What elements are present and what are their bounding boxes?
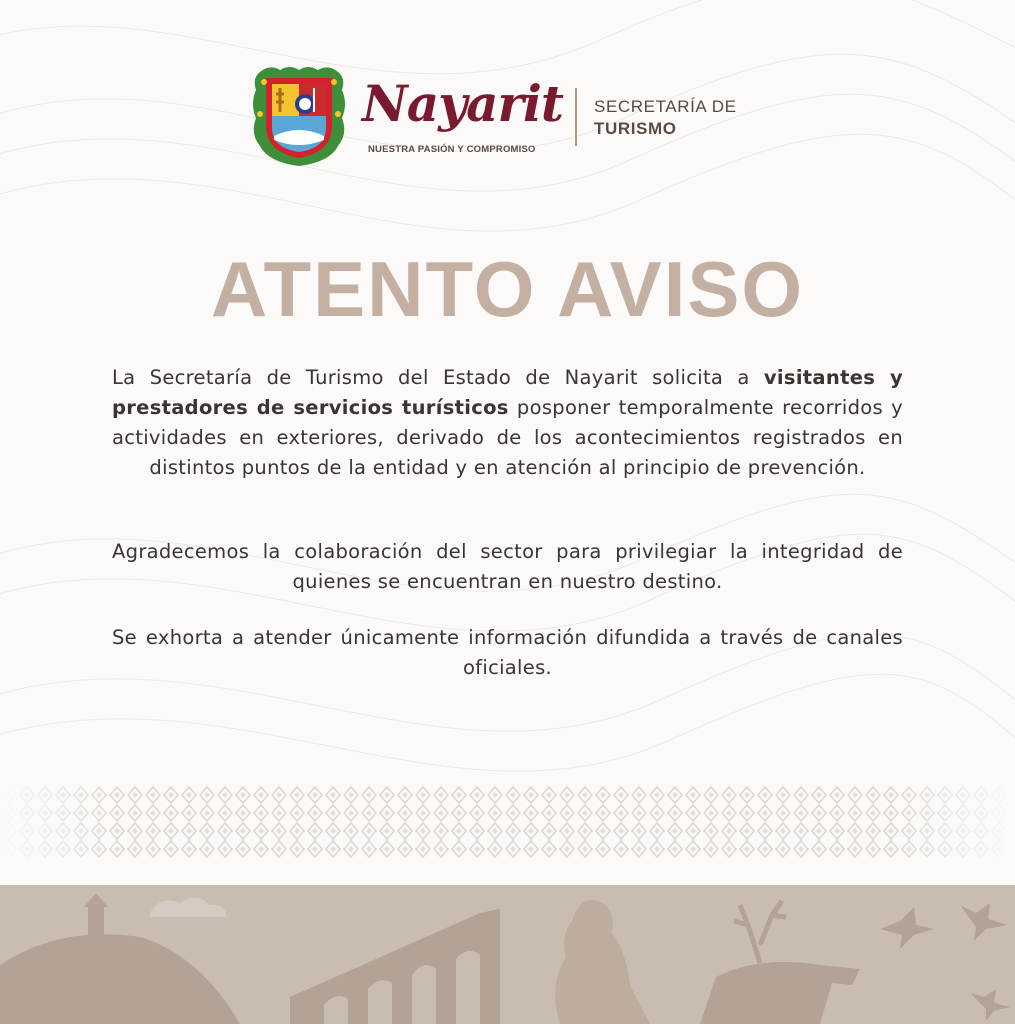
footer-landscape-illustration — [0, 885, 1015, 1024]
paragraph-3: Se exhorta a atender únicamente información difundida a través de canales oficiales. — [112, 626, 903, 679]
department-name — [594, 96, 737, 140]
brand-name: Nayarit — [362, 74, 563, 133]
header — [250, 62, 770, 172]
paragraph-1-start: La Secretaría de Turismo del Estado de Nayarit solicita a — [112, 366, 764, 389]
brand-logo — [358, 72, 568, 162]
brand-tagline: NUESTRA PASIÓN Y COMPROMISO — [368, 144, 536, 155]
coat-of-arms-icon — [250, 64, 348, 168]
paragraph-1-end: posponer temporalmente recorridos y actividades en exteriores, derivado de los acontecimientos registrados en distintos puntos de la entidad y en atención al principio de prevención. — [112, 396, 904, 479]
paragraph-1-bold: visitantes y prestadores de servicios turísticos — [112, 366, 903, 419]
decorative-pattern-band — [0, 786, 1015, 858]
paragraph-1 — [112, 363, 903, 483]
paragraph-2: Agradecemos la colaboración del sector para privilegiar la integridad de quienes se encuentran en nuestro destino. — [112, 540, 903, 593]
department-line-2: TURISMO — [594, 119, 677, 138]
header-divider — [575, 88, 577, 146]
notice-title: ATENTO AVISO — [210, 245, 805, 333]
department-line-1: SECRETARÍA DE — [594, 97, 737, 116]
